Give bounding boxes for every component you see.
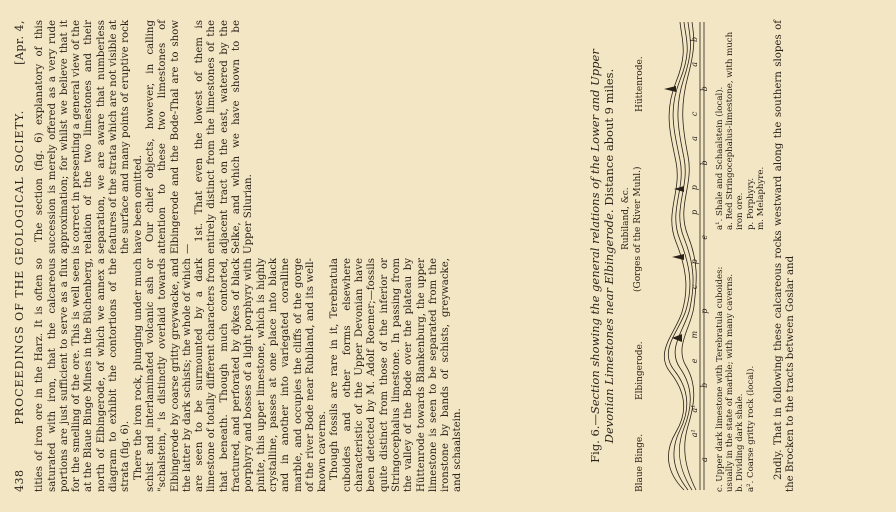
section-letter: a¹ — [690, 404, 700, 413]
left-paragraph: Though fossils are rare in it, Terebratula cuboides and other forms elsewhere characteristic of the Upper Devonian have been detected by M. Adolf Roemer;—fossils quite distinct from those of the inferior or Stringocephalus limestone. In passing from the valley of the Bode over the plateau by Hüttenrode towards Blankenburg, the upper limestone is seen to be separated from the ironstone by bands of schists, greywacke, and schaalstein. — [329, 258, 464, 492]
label-gorges: (Gorges of the River Muhl.) — [633, 166, 644, 292]
section-letter: e — [700, 234, 710, 240]
section-letter: b — [700, 382, 710, 388]
right-column — [34, 20, 582, 254]
section-letter: b — [700, 86, 710, 92]
page-header — [14, 20, 26, 492]
legend-item: m. Melaphyre. — [756, 166, 767, 230]
label-huttenrode: Hüttenrode. — [635, 56, 646, 112]
left-paragraph: tities of iron ore in the Harz. It is often so saturated with iron, that the calcareous portions are just sufficient to serve as a flux for the smelling of the ore. This is well seen at the Blaue Binge Mines in the Büchenberg, north of Elbingerode, of which we annex a diagram to exhibit the contortions of the strata (fig. 6). — [34, 258, 132, 492]
section-letter: b — [700, 160, 710, 166]
running-title: PROCEEDINGS OF THE GEOLOGICAL SOCIETY. — [13, 109, 26, 425]
section-letter: p — [690, 259, 700, 265]
legend-item: a¹. Shale and Schaalstein (local). — [714, 86, 725, 230]
section-letter: a — [690, 61, 700, 67]
bottom-paragraph-block — [773, 20, 798, 492]
porphyry-boss — [672, 254, 684, 260]
label-blaue-binge: Blaue Binge. — [635, 433, 646, 492]
section-letter: a — [690, 136, 700, 141]
section-letter: p — [690, 185, 700, 191]
section-letter: p — [700, 308, 710, 314]
section-letter: c — [690, 284, 700, 290]
bottom-paragraph: 2ndly. That in following these calcareous rocks westward along the southern slopes of the Brocken to the tracts between Goslar and — [772, 20, 796, 492]
figure-distance: Distance about 9 miles. — [602, 68, 617, 206]
right-paragraph: 1st. That even the lowest of them is entirely distinct from the limestones of the adjacent tract on the east, watered by the Selke, and which we have shown to be Upper Silurian. — [194, 20, 255, 254]
legend-right — [715, 20, 767, 230]
label-rubiland: Rubiland, &c. — [621, 187, 632, 250]
section-letter: m — [690, 330, 700, 339]
figure-legend — [715, 20, 767, 492]
section-letter: c — [690, 111, 700, 117]
section-letter: a — [700, 457, 710, 462]
figure-caption — [588, 20, 616, 492]
geological-section-diagram — [646, 20, 708, 492]
left-column — [34, 258, 582, 492]
right-paragraph: The section (fig. 6) explanatory of this succession is merely offered as a very rude approximation; for whilst we believe that it is correct in presenting a general view of the relation of the two limestones and their separation, we are aware that numberless features of the strata which are not visible at the surface and many points of eruptive rock have been omitted. — [34, 20, 144, 254]
right-paragraph: Our chief objects, however, in calling attention to these two limestones of Elbingerode and the Bode-Thal are to show— — [144, 20, 193, 254]
section-letter: a¹ — [690, 429, 700, 438]
section-letter: e — [690, 358, 700, 364]
section-letter: p — [690, 209, 700, 215]
figure-number: Fig. 6.— — [588, 414, 603, 463]
label-elbingerode: Elbingerode. — [635, 341, 646, 400]
legend-item: a. Red Stringocephalus-limestone, with much iron ore. — [725, 31, 746, 230]
section-letter: b — [690, 36, 700, 42]
legend-left — [715, 242, 767, 492]
header-date: [Apr. 4, — [13, 20, 26, 65]
legend-item: c. Upper dark limestone with Terebratula cuboides: usually in the state of marble; with many caverns. — [714, 266, 735, 492]
legend-item: a². Coarse gritty rock (local). — [745, 365, 756, 492]
text-columns — [34, 20, 582, 492]
legend-item: p. Porphyry. — [745, 177, 756, 230]
section-place-labels — [616, 20, 646, 492]
figure-title: Section showing the general relations of the Lower and Upper Devonian Limestones near Elbingerode. — [588, 49, 617, 444]
left-paragraph: There the iron rock, plunging under much schist and interlaminated volcanic ash or "schalstein," is distinctly overlaid towards Elbingerode by coarse gritty greywacke, and the latter by dark schists; the whole of which are seen to be surmounted by a dark limestone of totally different characters from that beneath. Though much contorted, fractured, and perforated by dykes of black porphyry and bosses of a light porphyry with pinite, this upper limestone, which is highly crystalline, passes at one place into black and in another into variegated coralline marble, and occupies the cliffs of the gorge of the river Bode near Rubiland, and its well-known caverns. — [132, 258, 329, 492]
legend-item: b. Dividing dark shale. — [735, 393, 746, 492]
porphyry-boss — [664, 86, 676, 92]
page-number: 438 — [13, 469, 26, 492]
